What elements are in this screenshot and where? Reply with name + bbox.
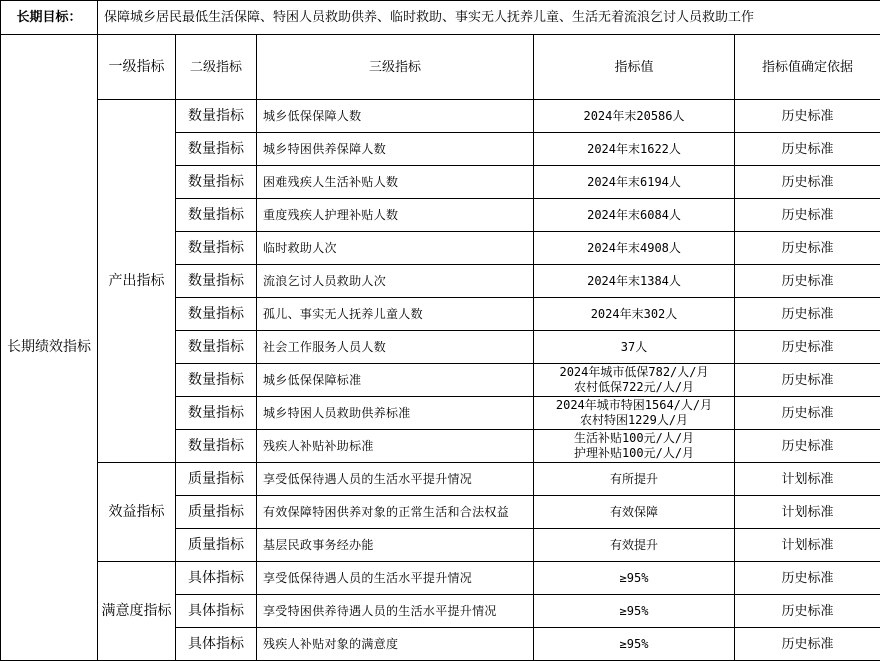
basis-cell: 历史标准 (735, 397, 880, 430)
table-row (1, 463, 880, 496)
level3-cell: 临时救助人次 (257, 232, 534, 265)
value-cell (534, 166, 735, 199)
level2-cell: 质量指标 (176, 463, 257, 496)
value-cell (534, 298, 735, 331)
header-basis: 指标值确定依据 (735, 35, 880, 100)
basis-cell: 历史标准 (735, 595, 880, 628)
value-line: 2024年末1622人 (587, 141, 681, 156)
value-cell (534, 100, 735, 133)
level3-cell: 孤儿、事实无人抚养儿童人数 (257, 298, 534, 331)
basis-cell: 历史标准 (735, 430, 880, 463)
value-cell (534, 397, 735, 430)
level2-cell: 具体指标 (176, 628, 257, 661)
value-line: 2024年城市特困1564/人/月 (555, 398, 713, 412)
value-cell (534, 364, 735, 397)
level2-cell: 质量指标 (176, 496, 257, 529)
value-line: 2024年末6084人 (587, 207, 681, 222)
value-line: 2024年末4908人 (587, 240, 681, 255)
level3-cell: 有效保障特困供养对象的正常生活和合法权益 (257, 496, 534, 529)
header-value: 指标值 (534, 35, 735, 100)
level2-cell: 具体指标 (176, 562, 257, 595)
value-line: 2024年末20586人 (583, 108, 685, 123)
basis-cell: 历史标准 (735, 298, 880, 331)
group-label: 效益指标 (98, 463, 176, 562)
level2-cell: 数量指标 (176, 430, 257, 463)
section-label: 长期绩效指标 (1, 35, 98, 661)
level3-cell: 困难残疾人生活补贴人数 (257, 166, 534, 199)
value-line: 生活补贴100元/人/月 (573, 431, 695, 445)
basis-cell: 历史标准 (735, 265, 880, 298)
level2-cell: 数量指标 (176, 364, 257, 397)
level2-cell: 数量指标 (176, 298, 257, 331)
level3-cell: 享受低保待遇人员的生活水平提升情况 (257, 562, 534, 595)
value-cell (534, 529, 735, 562)
level2-cell: 数量指标 (176, 265, 257, 298)
table-row (1, 100, 880, 133)
goal-row (1, 1, 880, 35)
level2-cell: 质量指标 (176, 529, 257, 562)
level2-cell: 数量指标 (176, 100, 257, 133)
basis-cell: 历史标准 (735, 166, 880, 199)
value-line: 有所提升 (609, 471, 658, 486)
group-label: 满意度指标 (98, 562, 176, 661)
basis-cell: 历史标准 (735, 331, 880, 364)
value-cell (534, 232, 735, 265)
value-line: ≥95% (619, 603, 649, 618)
basis-cell: 历史标准 (735, 364, 880, 397)
value-line: 2024年城市低保782/人/月 (559, 365, 709, 379)
level3-cell: 享受特困供养待遇人员的生活水平提升情况 (257, 595, 534, 628)
level3-cell: 残疾人补贴对象的满意度 (257, 628, 534, 661)
goal-label: 长期目标： (1, 1, 98, 35)
basis-cell: 计划标准 (735, 496, 880, 529)
level2-cell: 具体指标 (176, 595, 257, 628)
level2-cell: 数量指标 (176, 199, 257, 232)
basis-cell: 历史标准 (735, 232, 880, 265)
table-row (1, 562, 880, 595)
header-level2: 二级指标 (176, 35, 257, 100)
value-cell (534, 463, 735, 496)
value-line: ≥95% (619, 570, 649, 585)
value-line: 2024年末1384人 (587, 273, 681, 288)
group-label: 产出指标 (98, 100, 176, 463)
level3-cell: 城乡特困人员救助供养标准 (257, 397, 534, 430)
level3-cell: 城乡低保保障人数 (257, 100, 534, 133)
basis-cell: 计划标准 (735, 463, 880, 496)
value-cell (534, 496, 735, 529)
value-cell (534, 430, 735, 463)
value-line: 2024年末302人 (590, 306, 678, 321)
value-line: 有效提升 (609, 537, 658, 552)
value-cell (534, 133, 735, 166)
goal-text: 保障城乡居民最低生活保障、特困人员救助供养、临时救助、事实无人抚养儿童、生活无着流浪乞讨人员救助工作 (98, 1, 880, 35)
basis-cell: 历史标准 (735, 133, 880, 166)
basis-cell: 历史标准 (735, 562, 880, 595)
basis-cell: 历史标准 (735, 199, 880, 232)
value-line: 有效保障 (609, 504, 658, 519)
basis-cell: 计划标准 (735, 529, 880, 562)
table-body (1, 1, 880, 661)
header-level3: 三级指标 (257, 35, 534, 100)
level3-cell: 残疾人补贴补助标准 (257, 430, 534, 463)
value-cell (534, 265, 735, 298)
level2-cell: 数量指标 (176, 232, 257, 265)
value-cell (534, 562, 735, 595)
value-line: 37人 (620, 339, 648, 354)
value-cell (534, 199, 735, 232)
value-cell (534, 628, 735, 661)
level3-cell: 享受低保待遇人员的生活水平提升情况 (257, 463, 534, 496)
basis-cell: 历史标准 (735, 628, 880, 661)
level3-cell: 城乡特困供养保障人数 (257, 133, 534, 166)
level3-cell: 重度残疾人护理补贴人数 (257, 199, 534, 232)
level2-cell: 数量指标 (176, 166, 257, 199)
value-cell (534, 331, 735, 364)
value-line: 农村特困1229人/月 (579, 413, 689, 427)
level2-cell: 数量指标 (176, 397, 257, 430)
value-line: 2024年末6194人 (587, 174, 681, 189)
level3-cell: 社会工作服务人员人数 (257, 331, 534, 364)
value-cell (534, 595, 735, 628)
value-line: 护理补贴100元/人/月 (573, 446, 695, 460)
basis-cell: 历史标准 (735, 100, 880, 133)
level3-cell: 基层民政事务经办能 (257, 529, 534, 562)
level3-cell: 城乡低保保障标准 (257, 364, 534, 397)
header-level1: 一级指标 (98, 35, 176, 100)
level2-cell: 数量指标 (176, 133, 257, 166)
level2-cell: 数量指标 (176, 331, 257, 364)
header-row (1, 35, 880, 100)
value-line: ≥95% (619, 636, 649, 651)
level3-cell: 流浪乞讨人员救助人次 (257, 265, 534, 298)
value-line: 农村低保722元/人/月 (573, 380, 695, 394)
